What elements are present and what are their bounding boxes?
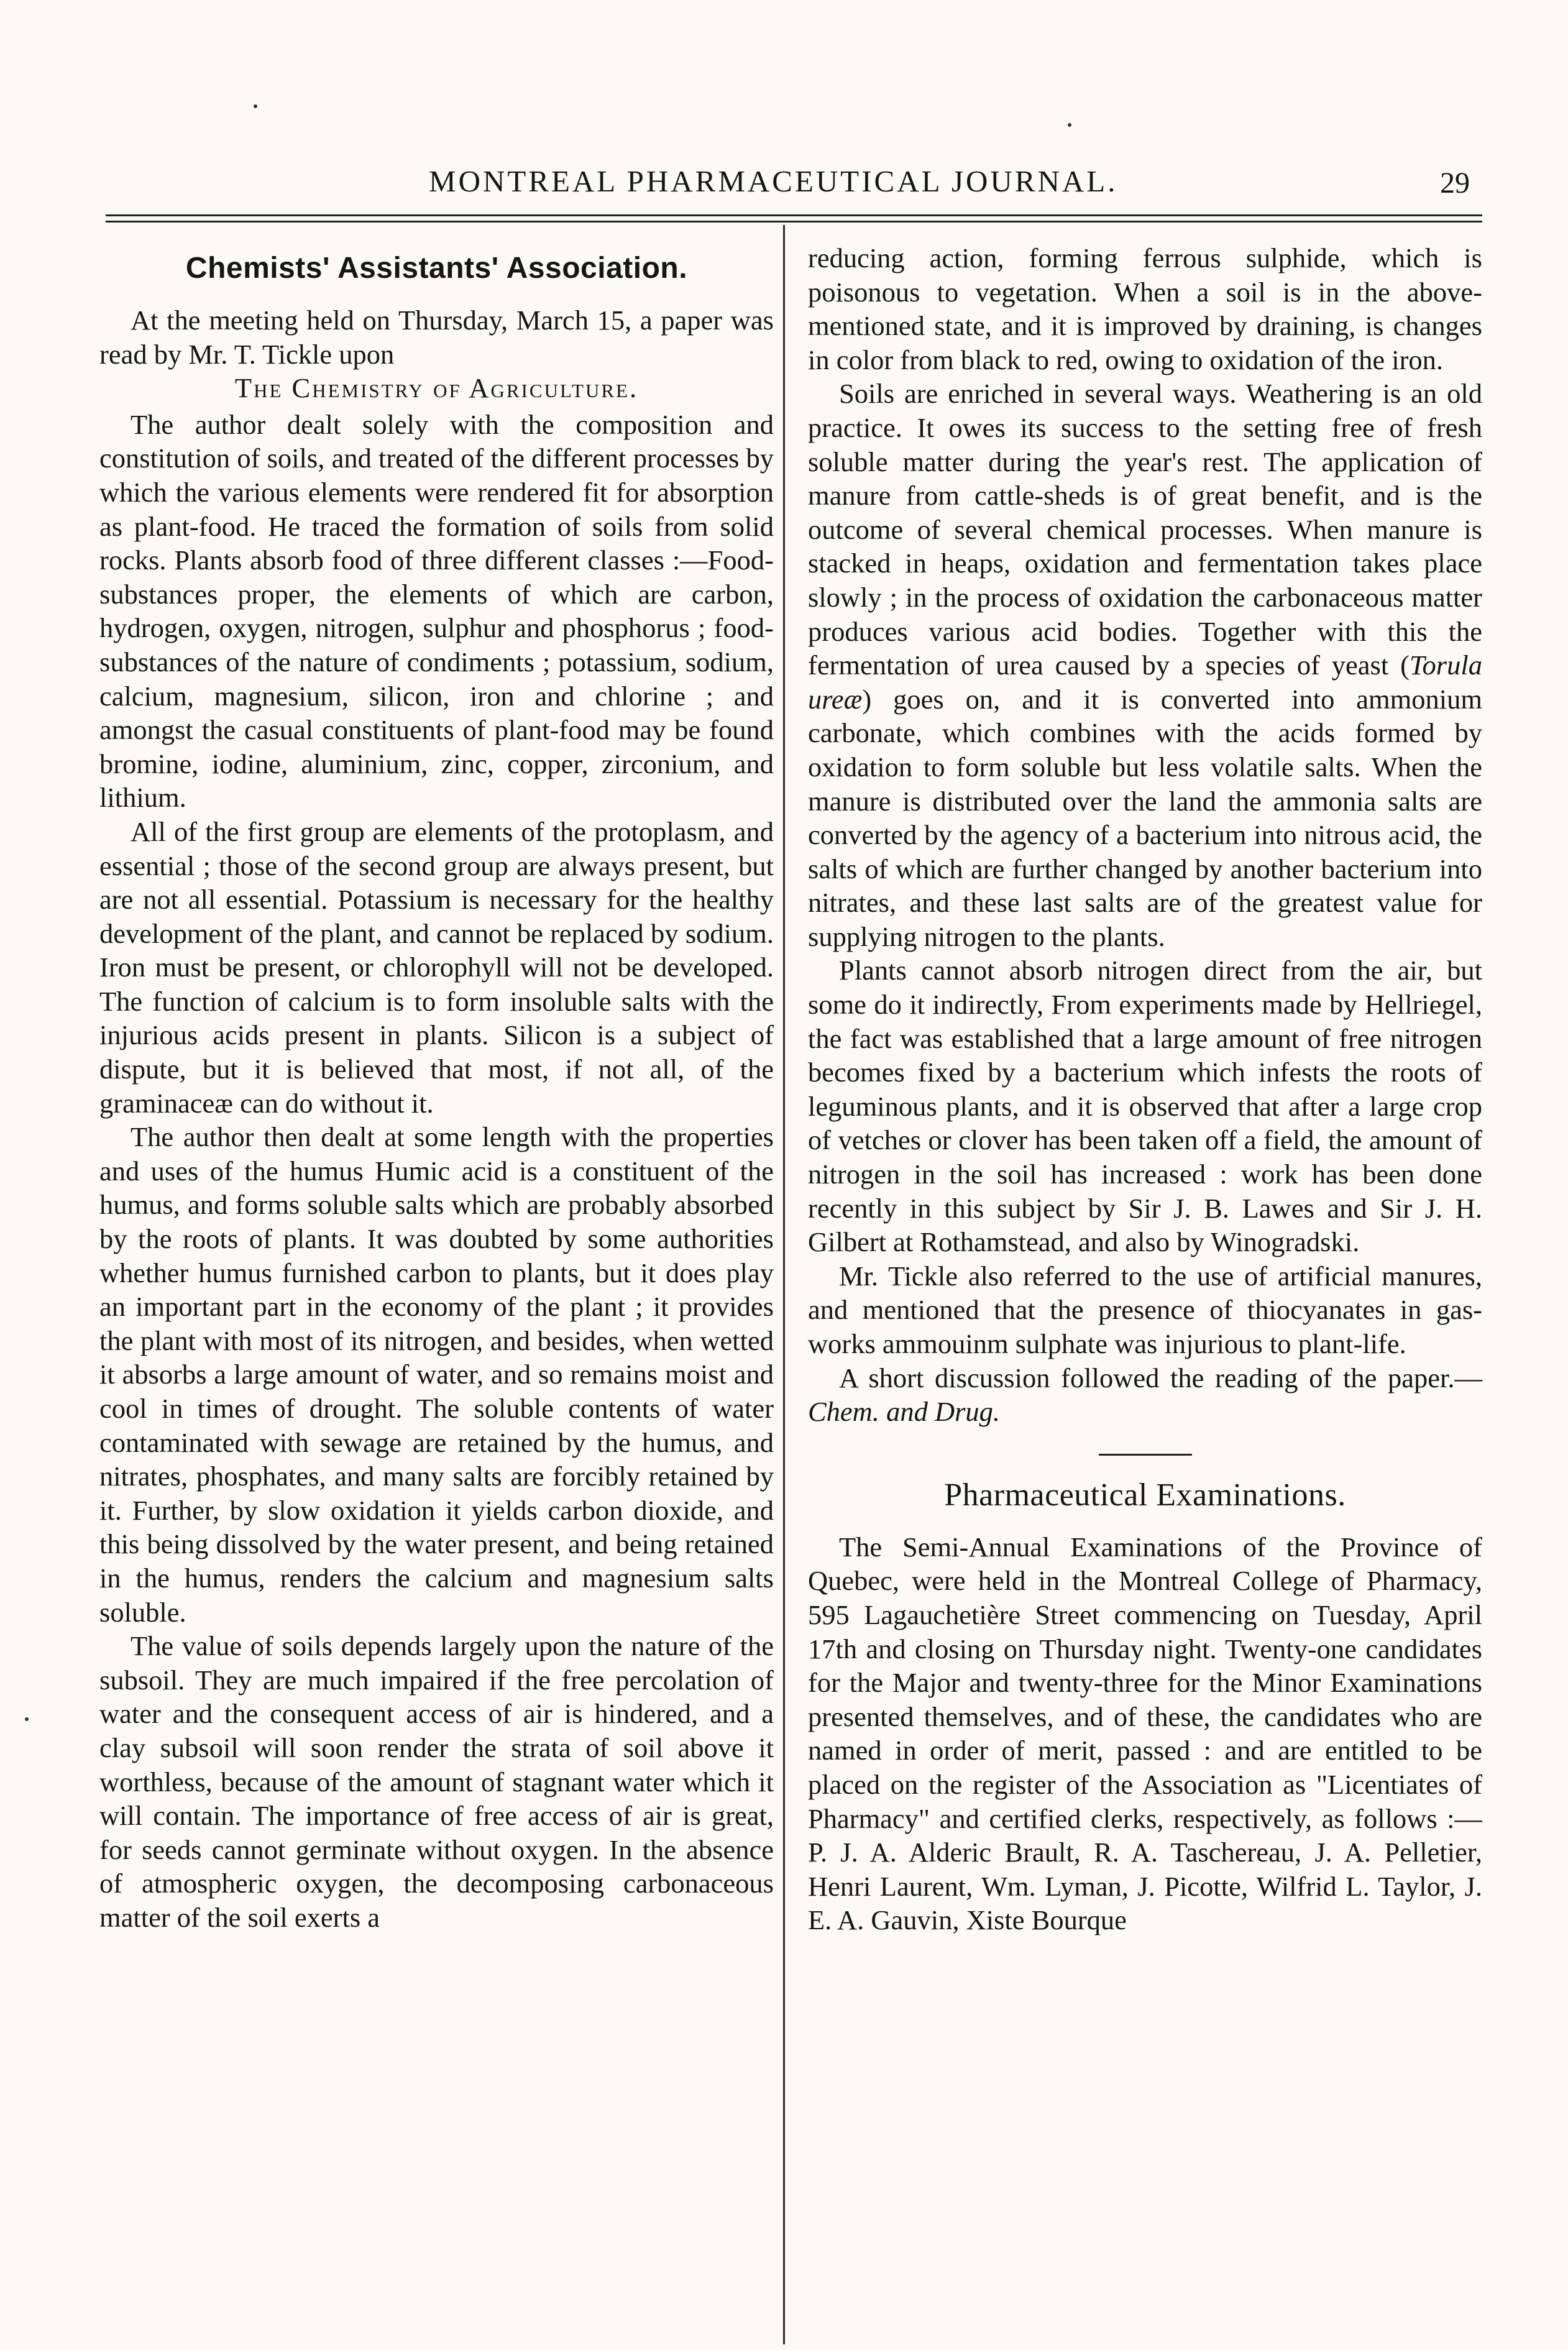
- paragraph: [808, 1361, 1482, 1429]
- section-heading: Chemists' Assistants' Association.: [185, 252, 688, 285]
- paragraph: [808, 377, 1482, 953]
- print-speck: [1068, 123, 1071, 127]
- print-speck: [25, 1717, 29, 1721]
- print-speck: [254, 104, 257, 108]
- header-rule-bottom: [106, 221, 1482, 223]
- species-name: Torula ureæ: [808, 649, 1482, 715]
- paragraph: The author dealt solely with the composition and constitution of soils, and treated of the different processes by which the various elements were rendered fit for absorption as plant-food. He traced the formation of soils from solid rocks. Plants absorb food of three different classes :—Food-substances proper, the elements of which are carbon, hydrogen, oxygen, nitrogen, sulphur and phosphorus ; food-substances of the nature of condiments ; potassium, sodium, calcium, magnesium, silicon, iron and chlorine ; and amongst the casual constituents of plant-food may be found bromine, iodine, aluminium, zinc, copper, zirconium, and lithium.: [99, 408, 774, 814]
- section-heading: Pharmaceutical Examinations.: [944, 1477, 1346, 1513]
- column-divider: [783, 225, 785, 2344]
- header-rule-top: [106, 214, 1482, 216]
- topic-heading: The Chemistry of Agriculture.: [234, 372, 639, 404]
- paragraph: The value of soils depends largely upon the nature of the subsoil. They are much impaired if the free percolation of water and the consequent access of air is hindered, and a clay subsoil will soon render the strata of soil above it worthless, because of the amount of stagnant water which it will contain. The importance of free access of air is great, for seeds cannot germinate without oxygen. In the absence of atmospheric oxygen, the decomposing carbonaceous matter of the soil exerts a: [99, 1630, 774, 1933]
- page-number: 29: [1440, 167, 1470, 200]
- section-separator: [1099, 1454, 1192, 1456]
- paragraph: The Semi-Annual Examinations of the Province of Quebec, were held in the Montreal College of Pharmacy, 595 Lagauchetière Street commencing on Tuesday, April 17th and closing on Thursday night. Twenty-one candidates for the Major and twenty-three for the Minor Examinations presented themselves, and of these, the candidates who are named in order of merit, passed : and are entitled to be placed on the register of the Association as "Licentiates of Pharmacy" and certified clerks, respectively, as follows :—P. J. A. Alderic Brault, R. A. Taschereau, J. A. Pelletier, Henri Laurent, Wm. Lyman, J. Picotte, Wilfrid L. Taylor, J. E. A. Gauvin, Xiste Bourque: [808, 1531, 1482, 1936]
- paragraph: The author then dealt at some length with the properties and uses of the humus Humic acid is a constituent of the humus, and forms soluble salts which are probably absorbed by the roots of plants. It was doubted by some authorities whether humus furnished carbon to plants, but it does play an important part in the economy of the plant ; it provides the plant with most of its nitrogen, and besides, when wetted it absorbs a large amount of water, and so remains moist and cool in times of drought. The soluble contents of water contaminated with sewage are retained by the humus, and nitrates, phosphates, and many salts are forcibly retained by it. Further, by slow oxidation it yields carbon dioxide, and this being dissolved by the water present, and being retained in the humus, renders the calcium and magnesium salts soluble.: [99, 1121, 774, 1628]
- paragraph: Mr. Tickle also referred to the use of artificial manures, and mentioned that the presence of thiocyanates in gas-works ammouinm sulphate was injurious to plant-life.: [808, 1260, 1482, 1359]
- right-column: [808, 241, 1482, 2342]
- page-header: [106, 158, 1482, 208]
- paragraph: At the meeting held on Thursday, March 15, a paper was read by Mr. T. Tickle upon: [99, 305, 774, 370]
- paragraph: reducing action, forming ferrous sulphide, which is poisonous to vegetation. When a soil is in the above-mentioned state, and it is improved by draining, is changes in color from black to red, owing to oxidation of the iron.: [808, 242, 1482, 375]
- left-column: [99, 241, 774, 2342]
- text-run: ) goes on, and it is converted into ammonium carbonate, which combines with the acids formed by oxidation to form soluble but less volatile salts. When the manure is distributed over the land the ammonia salts are converted by the agency of a bacterium into nitrous acid, the salts of which are further changed by another bacterium into nitrates, and these last salts are of the greatest value for supplying nitrogen to the plants.: [808, 683, 1482, 952]
- text-run: Soils are enriched in several ways. Weathering is an old practice. It owes its success to the setting free of fresh soluble matter during the year's rest. The application of manure from cattle-sheds is of great benefit, and is the outcome of several chemical processes. When manure is stacked in heaps, oxidation and fermentation takes place slowly ; in the process of oxidation the carbonaceous matter produces various acid bodies. Together with this the fermentation of urea caused by a species of yeast (: [808, 378, 1482, 681]
- source-citation: Chem. and Drug.: [808, 1396, 1001, 1428]
- journal-title: MONTREAL PHARMACEUTICAL JOURNAL.: [429, 164, 1118, 198]
- paragraph: All of the first group are elements of the protoplasm, and essential ; those of the second group are always present, but are not all essential. Potassium is necessary for the healthy development of the plant, and cannot be replaced by sodium. Iron must be present, or chlorophyll will not be developed. The function of calcium is to form insoluble salts with the injurious acids present in plants. Silicon is a subject of dispute, but it is believed that most, if not all, of the graminaceæ can do without it.: [99, 815, 774, 1119]
- text-run: A short discussion followed the reading of the paper.—: [839, 1362, 1482, 1393]
- paragraph: Plants cannot absorb nitrogen direct from the air, but some do it indirectly, From experiments made by Hellriegel, the fact was established that a large amount of free nitrogen becomes fixed by a bacterium which infests the roots of leguminous plants, and it is observed that after a large crop of vetches or clover has been taken off a field, the amount of nitrogen in the soil has increased : work has been done recently in this subject by Sir J. B. Lawes and Sir J. H. Gilbert at Rothamstead, and also by Winogradski.: [808, 955, 1482, 1258]
